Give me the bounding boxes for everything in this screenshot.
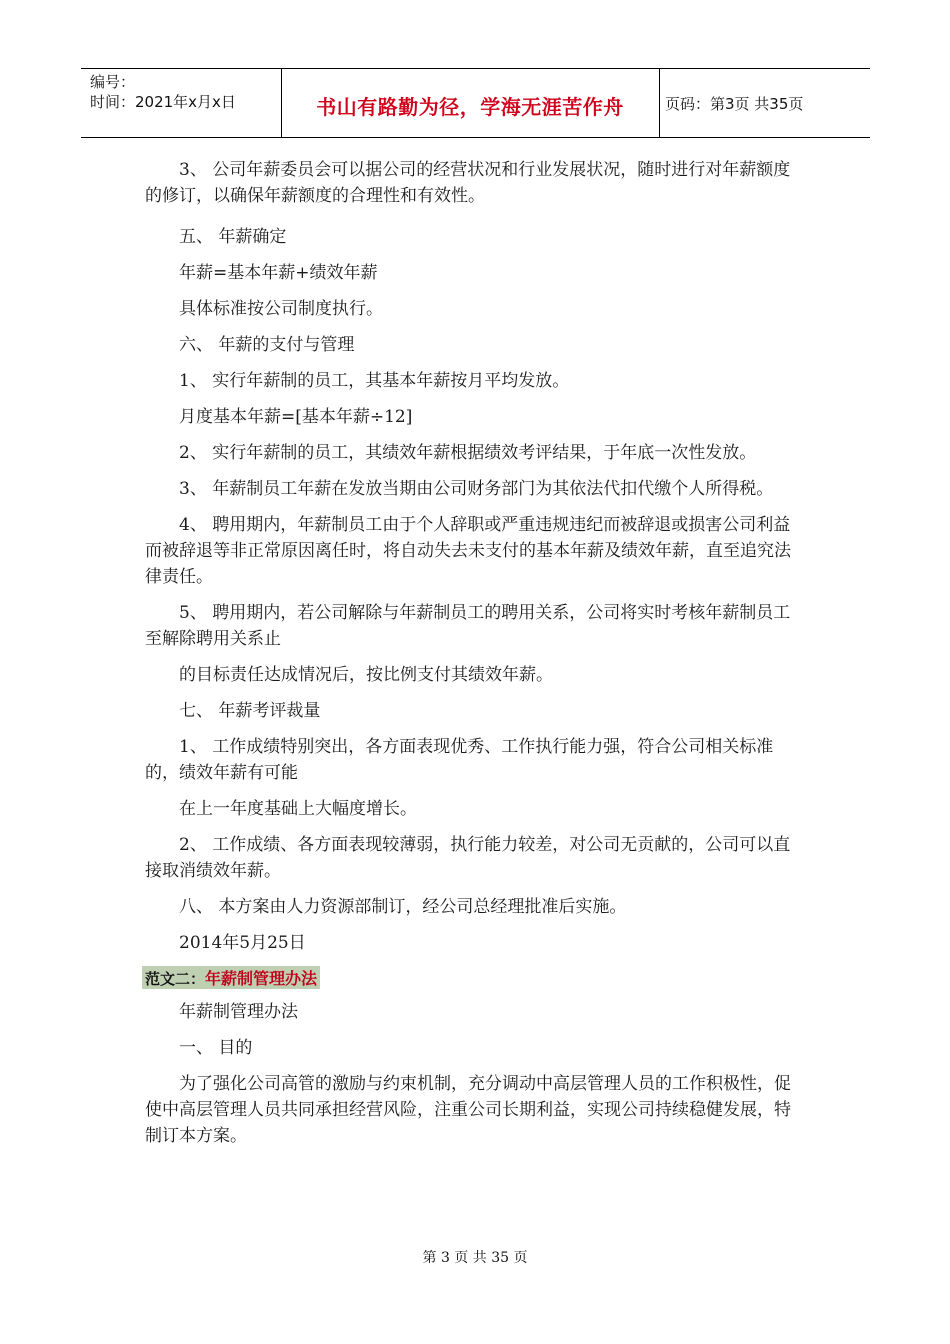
paragraph: 5、 聘用期内，若公司解除与年薪制员工的聘用关系，公司将实时考核年薪制员工至解除聘用关系止 <box>145 603 791 649</box>
motto-text: 书山有路勤为径，学海无涯苦作舟 <box>316 95 624 119</box>
paragraph: 3、 公司年薪委员会可以据公司的经营状况和行业发展状况，随时进行对年薪额度的修订，以确保年薪额度的合理性和有效性。 <box>145 160 791 206</box>
section-label <box>142 966 805 989</box>
paragraph: 2、 实行年薪制的员工，其绩效年薪根据绩效考评结果，于年底一次性发放。 <box>179 443 757 463</box>
header-page-cell <box>659 69 870 137</box>
paragraph: 月度基本年薪=[基本年薪÷12] <box>179 407 413 427</box>
paragraph: 为了强化公司高管的激励与约束机制，充分调动中高层管理人员的工作积极性，促使中高层管理人员共同承担经营风险，注重公司长期利益，实现公司持续稳健发展，特制订本方案。 <box>145 1074 791 1146</box>
document-title: 年薪制管理办法 <box>179 1002 298 1022</box>
paragraph: 3、 年薪制员工年薪在发放当期由公司财务部门为其依法代扣代缴个人所得税。 <box>179 479 774 499</box>
paragraph: 4、 聘用期内，年薪制员工由于个人辞职或严重违规违纪而被辞退或损害公司利益而被辞退等非正常原因离任时，将自动失去未支付的基本年薪及绩效年薪，直至追究法律责任。 <box>145 515 791 587</box>
paragraph: 2、 工作成绩、各方面表现较薄弱，执行能力较差，对公司无贡献的，公司可以直接取消绩效年薪。 <box>145 835 791 881</box>
date-line: 2014年5月25日 <box>179 933 306 953</box>
header-motto-cell <box>281 69 660 137</box>
page-header <box>81 68 870 138</box>
page-footer: 第 3 页 共 35 页 <box>422 1250 528 1266</box>
section-heading: 五、 年薪确定 <box>179 227 287 247</box>
section-heading: 八、 本方案由人力资源部制订，经公司总经理批准后实施。 <box>179 897 627 917</box>
number-label: 编号： <box>90 73 136 91</box>
section-label-title: 年薪制管理办法 <box>205 969 318 988</box>
time-label: 时间：2021年x月x日 <box>90 93 236 111</box>
paragraph: 1、 实行年薪制的员工，其基本年薪按月平均发放。 <box>179 371 570 391</box>
paragraph: 具体标准按公司制度执行。 <box>179 299 383 319</box>
paragraph: 1、 工作成绩特别突出，各方面表现优秀、工作执行能力强，符合公司相关标准的，绩效年薪有可能 <box>145 737 774 783</box>
page-info: 页码：第3页 共35页 <box>665 95 804 113</box>
document-body <box>145 150 805 1149</box>
section-label-badge <box>142 966 320 989</box>
paragraph: 年薪=基本年薪+绩效年薪 <box>179 263 378 283</box>
section-heading: 七、 年薪考评裁量 <box>179 701 321 721</box>
header-left-cell <box>81 69 282 137</box>
section-heading: 一、 目的 <box>179 1038 253 1058</box>
paragraph: 的目标责任达成情况后，按比例支付其绩效年薪。 <box>179 665 553 685</box>
paragraph: 在上一年度基础上大幅度增长。 <box>179 799 417 819</box>
section-label-prefix: 范文二： <box>145 970 206 988</box>
section-heading: 六、 年薪的支付与管理 <box>179 335 355 355</box>
